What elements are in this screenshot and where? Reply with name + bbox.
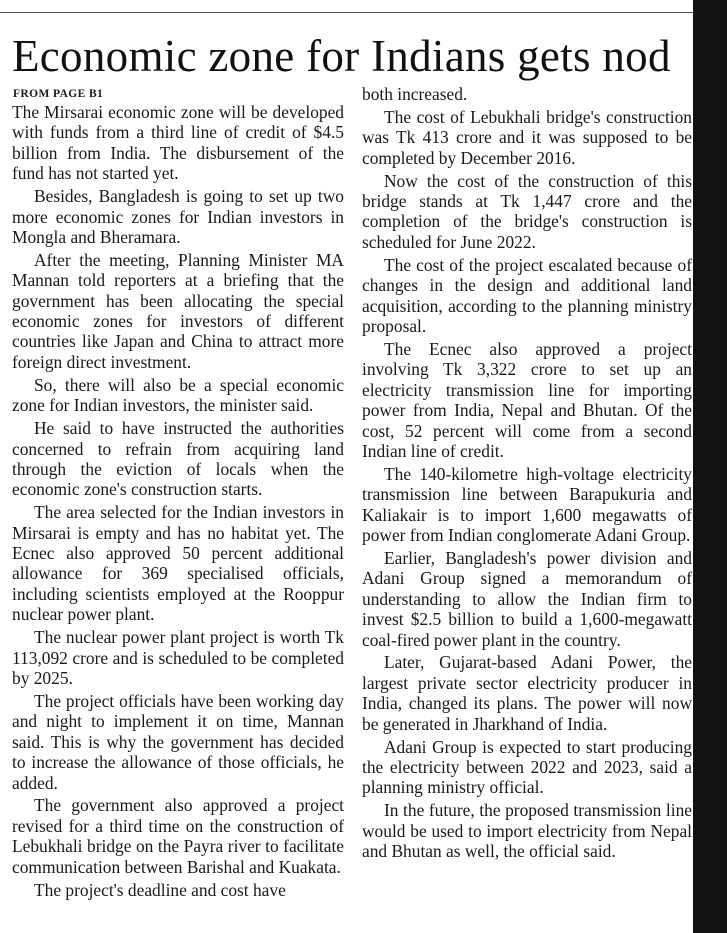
paragraph: The cost of Lebukhali bridge's construction was Tk 413 crore and it was supposed to be completed by December 2016. xyxy=(362,106,692,168)
paragraph: Besides, Bangladesh is going to set up two more economic zones for Indian investors in Mongla and Bheramara. xyxy=(12,186,344,247)
paragraph: Now the cost of the construction of this bridge stands at Tk 1,447 crore and the completion of the bridge's construction is scheduled for June 2022. xyxy=(362,170,692,252)
paragraph: Earlier, Bangladesh's power division and Adani Group signed a memorandum of understanding to allow the Indian firm to invest $2.5 billion to build a 1,600-megawatt coal-fired power plant in the country. xyxy=(362,547,692,650)
right-edge-bar xyxy=(693,0,727,933)
paragraph: The Ecnec also approved a project involving Tk 3,322 crore to set up an electricity transmission line for importing power from India, Nepal and Bhutan. Of the cost, 52 percent will come from a second Indian line of credit. xyxy=(362,338,692,461)
paragraph: The Mirsarai economic zone will be developed with funds from a third line of credit of $4.5 billion from India. The disbursement of the fund has not started yet. xyxy=(12,102,344,184)
paragraph: The cost of the project escalated because of changes in the design and additional land acquisition, according to the planning ministry proposal. xyxy=(362,254,692,336)
left-column xyxy=(12,86,344,927)
paragraph: After the meeting, Planning Minister MA Mannan told reporters at a briefing that the government has been allocating the special economic zones for investors of different countries like Japan and China to attract more foreign direct investment. xyxy=(12,249,344,372)
paragraph: He said to have instructed the authorities concerned to refrain from acquiring land through the eviction of locals when the economic zone's construction starts. xyxy=(12,418,344,500)
dateline: FROM PAGE B1 xyxy=(13,88,104,100)
paragraph: The nuclear power plant project is worth Tk 113,092 crore and is scheduled to be completed by 2025. xyxy=(12,627,344,688)
paragraph: The government also approved a project revised for a third time on the construction of Lebukhali bridge on the Payra river to facilitate communication between Barishal and Kuakata. xyxy=(12,795,344,877)
paragraph: The project's deadline and cost have xyxy=(34,879,286,900)
headline: Economic zone for Indians gets nod xyxy=(12,31,671,81)
paragraph-continued: both increased. xyxy=(362,84,468,104)
paragraph: Later, Gujarat-based Adani Power, the largest private sector electricity producer in India, changed its plans. The power will now be generated in Jharkhand of India. xyxy=(362,652,692,734)
paragraph: Adani Group is expected to start producing the electricity between 2022 and 2023, said a planning ministry official. xyxy=(362,736,692,798)
paragraph: In the future, the proposed transmission line would be used to import electricity from Nepal and Bhutan as well, the official said. xyxy=(362,800,692,862)
paragraph: So, there will also be a special economic zone for Indian investors, the minister said. xyxy=(12,374,344,416)
right-column xyxy=(362,84,692,927)
paragraph: The area selected for the Indian investors in Mirsarai is empty and has no habitat yet. The Ecnec also approved 50 percent additional allowance for 369 specialised officials, including scientists employed at the Rooppur nuclear power plant. xyxy=(12,502,344,625)
top-rule xyxy=(0,12,693,13)
paragraph: The 140-kilometre high-voltage electricity transmission line between Barapukuria and Kaliakair is to import 1,600 megawatts of power from Indian conglomerate Adani Group. xyxy=(362,463,692,546)
paragraph: The project officials have been working day and night to implement it on time, Mannan said. This is why the government has decided to increase the allowance of those officials, he added. xyxy=(12,690,344,793)
